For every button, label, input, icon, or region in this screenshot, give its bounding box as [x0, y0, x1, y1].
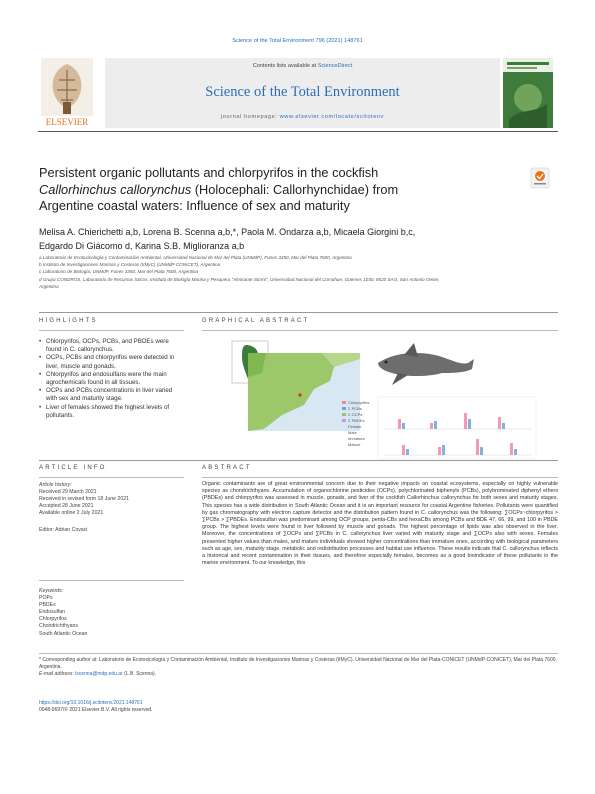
- title-line-2-rest: (Holocephali: Callorhynchidae) from: [191, 181, 399, 197]
- legend-ocps: Σ OCPs: [348, 412, 363, 417]
- journal-name: Science of the Total Environment: [205, 84, 400, 100]
- highlight-item: • Chlorpyrifos and endosulfans were the main agrochemicals found in all tissues.: [39, 371, 184, 387]
- article-info-rule: [39, 477, 184, 478]
- homepage-prefix: journal homepage:: [220, 114, 280, 120]
- section-divider-top: [39, 312, 558, 313]
- authors-line-1: Melisa A. Chierichetti a,b, Lorena B. Scenna a,b,*, Paola M. Ondarza a,b, Micaela Giorgini b,c,: [39, 227, 416, 237]
- author-list: [39, 225, 559, 253]
- keyword: Chlorpyrifos: [39, 616, 67, 623]
- highlight-item: • OCPs, PCBs and chlorpyrifos were detected in liver, muscle and gonads.: [39, 354, 184, 370]
- abstract-body: Organic contaminants are of great environmental concern due to their negative impacts on coastal ecosystems, especially on highly vulnerable species as chondrichthyans. Accumulation of organochlorine pesticides (OCPs), polychlorinated biphenyls (PCBs), polybrominated diphenyl ethers (PBDEs) and chlorpyrifos was assessed in muscle, gonads, and liver of the cockfish Callorhinchus callorynchus for both sexes and maturity stages. This species has a wide distribution in South Atlantic Ocean and it is an important resource for coastal Argentine fisheries. Pollutants were quantified by gas chromatography with electron capture detector and the distribution pattern found in C. callorynchus was the following: ∑OCPs~chlorpyrifos > ∑PCBs > ∑PBDEs. Endosulfan was predominant among OCP groups, penta-CBs and hexaCBs among PCBs and BDE 47, 66, 99, and 100 in PBDE group. The highest levels were found in liver followed by muscle and gonads. The highest percentage of lipids was also observed in the liver. Moreover, the concentrations of ∑OCPs and ∑PCBs in C. callorynchus liver varied with maturity stage and ∑OCPs also with sexes. Females presented higher values than males, and mature individuals showed higher concentrations than immature ones, according with biological parameters such as age, sex, maturity stage, metabolic and redistribution processes and habitat use influence. These results indicate that C. callorynchus reflects a historical and recent contamination in their tissues, and therefore especially females, becomes as a good bioindicator of these pollutants in the marine environment. To our knowledge, this: [202, 481, 558, 567]
- footnote-rule: [39, 653, 558, 654]
- check-for-updates-badge[interactable]: [530, 167, 550, 189]
- highlight-item: • OCPs and PCBs concentrations in liver varied with sex and maturity stage.: [39, 387, 184, 403]
- elsevier-logo: [41, 58, 93, 128]
- highlight-item: • Chlorpyrifos, OCPs, PCBs, and PBDEs were found in C. callorynchus.: [39, 338, 184, 354]
- affiliation-d-cont: Argentina: [39, 283, 59, 289]
- article-title: [39, 165, 509, 215]
- legend-mature: Mature: [348, 442, 361, 447]
- legend-female: Female: [348, 424, 362, 429]
- article-info-heading: ARTICLE INFO: [39, 465, 107, 471]
- copyright-line: 0048-9697/© 2021 Elsevier B.V. All rights reserved.: [39, 707, 153, 713]
- ga-rule: [202, 330, 558, 331]
- revised-date: Received in revised form 18 June 2021: [39, 496, 129, 503]
- available-date: Available online 2 July 2021: [39, 510, 104, 517]
- highlights-heading: HIGHLIGHTS: [39, 318, 98, 324]
- legend-chlorpyrifos: Chlorpyrifos: [348, 400, 370, 405]
- highlights-list: [39, 338, 184, 420]
- keyword: Chondrichthyans: [39, 623, 78, 630]
- contents-available-line: [105, 63, 500, 69]
- editor-line: Editor: Adrian Covaci: [39, 527, 88, 534]
- keyword: PBDEs: [39, 602, 56, 609]
- section-divider-mid: [39, 460, 558, 461]
- keywords-label: Keywords:: [39, 588, 64, 594]
- keyword: South Atlantic Ocean: [39, 630, 88, 637]
- legend-male: Male: [348, 430, 357, 435]
- legend-pbdes: Σ PBDEs: [348, 418, 365, 423]
- journal-cover-image: [503, 58, 553, 128]
- abstract-rule: [202, 477, 558, 478]
- title-line-1: Persistent organic pollutants and chlorpyrifos in the cockfish: [39, 165, 379, 180]
- email-suffix: (L.B. Scenna).: [122, 671, 157, 677]
- species-name: Callorhinchus callorynchus: [39, 181, 192, 197]
- corresponding-author-footnote: [39, 657, 559, 678]
- elsevier-wordmark: ELSEVIER: [45, 117, 89, 127]
- legend-immature: Immature: [348, 436, 365, 441]
- keywords-rule: [39, 580, 184, 581]
- received-date: Received 29 March 2021: [39, 489, 97, 496]
- doi-block: [39, 700, 339, 714]
- concentration-panels: [378, 397, 536, 459]
- email-link[interactable]: lscenna@mdp.edu.ar: [75, 671, 123, 677]
- affiliation-b: b Instituto de Investigaciones Marinas y Costeras (IIMyC) (UNMdP-CONICET), Argentina: [39, 262, 221, 268]
- email-line: [39, 671, 559, 678]
- sciencedirect-link[interactable]: ScienceDirect: [317, 63, 353, 69]
- homepage-link[interactable]: www.elsevier.com/locate/scitotenv: [279, 114, 385, 120]
- highlights-rule: [39, 330, 184, 331]
- affiliation-d: d Grupo CONDROS, Laboratorio de Recursos Ícticos, Instituto de Biología Marina y Pesquera "Almirante Storni", Universidad Nacional del Comahue, Güemes 1030, 8520 SAO, San Antonio Oeste,: [39, 276, 440, 282]
- journal-reference[interactable]: Science of the Total Environment 796 (2021) 148761: [232, 38, 363, 44]
- article-history: [39, 482, 184, 535]
- masthead-divider: [38, 131, 558, 132]
- graphical-abstract-figure: [202, 333, 556, 463]
- contents-prefix: Contents lists available at: [252, 63, 318, 69]
- affiliation-a: a Laboratorio de Ecotoxicología y Contaminación Ambiental, Universidad Nacional de Mar del Plata (UNMdP), Funes 3350, Mar del Plata 7600, Argentina: [39, 255, 352, 260]
- doi-link[interactable]: https://doi.org/10.1016/j.scitotenv.2021.148761: [39, 700, 143, 706]
- legend-pcbs: Σ PCBs: [348, 406, 362, 411]
- email-label: E-mail address:: [39, 671, 76, 677]
- affiliations: [39, 254, 559, 290]
- abstract-heading: ABSTRACT: [202, 465, 252, 471]
- keyword: Endosulfan: [39, 609, 65, 616]
- title-line-2: [39, 182, 509, 199]
- affiliation-c: c Laboratorio de Biología, UNMdP, Funes 3350, Mar del Plata 7600, Argentina: [39, 269, 199, 275]
- journal-homepage-line: [105, 114, 500, 120]
- article-history-label: Article history:: [39, 482, 72, 488]
- authors-line-2: Edgardo Di Giácomo d, Karina S.B. Miglioranza a,b: [39, 241, 245, 251]
- graphical-abstract-heading: GRAPHICAL ABSTRACT: [202, 318, 310, 324]
- corresponding-author-text: * Corresponding author at: Laboratorio de Ecotoxicología y Contaminación Ambiental, Instituto de Investigaciones Marinas y Costeras (IIMyC), Universidad Nacional de Mar del Plata-CONICET (UNMdP-CONICET), Mar del Plata 7600, Argentina.: [39, 657, 557, 670]
- highlight-item: • Liver of females showed the highest levels of pollutants.: [39, 404, 184, 420]
- title-line-3: Argentine coastal waters: Influence of sex and maturity: [39, 198, 350, 213]
- cockfish-illustration: [378, 343, 474, 385]
- keywords-block: [39, 588, 184, 638]
- accepted-date: Accepted 28 June 2021: [39, 503, 94, 510]
- journal-masthead: [105, 58, 500, 128]
- keyword: POPs: [39, 595, 53, 602]
